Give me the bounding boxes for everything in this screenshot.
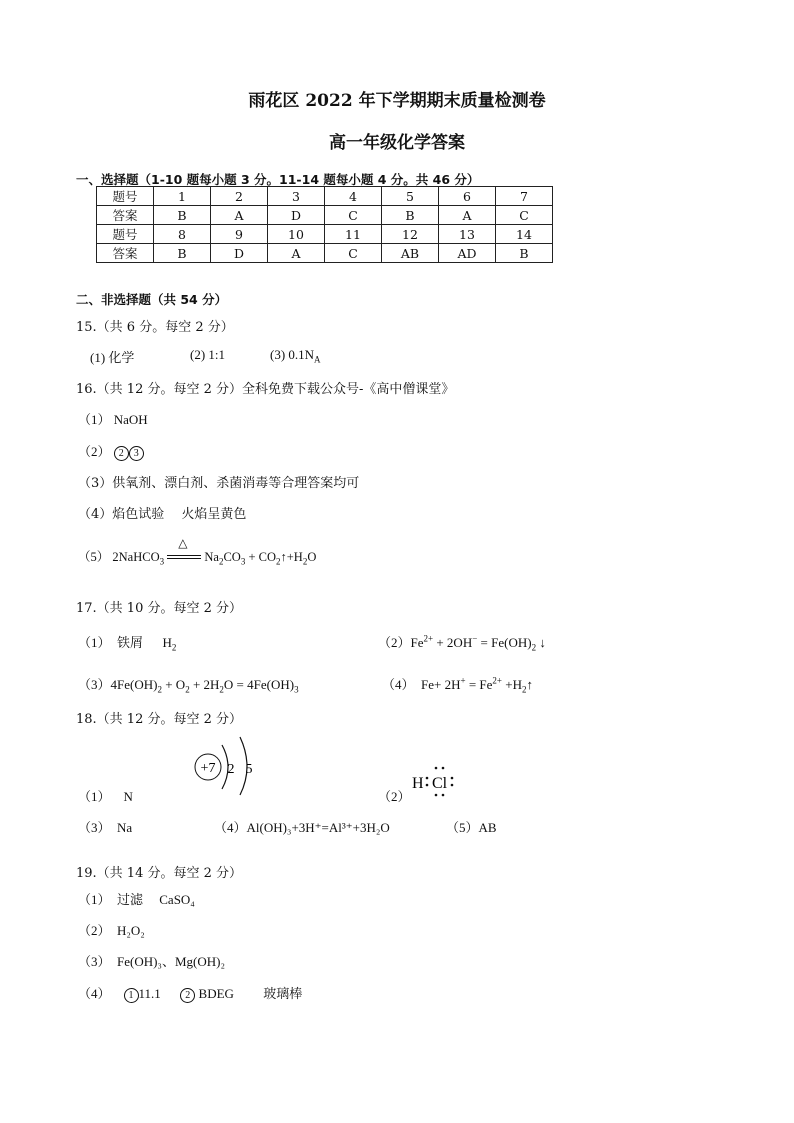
- table-cell: 5: [382, 187, 439, 206]
- q15-answer-1: (1) 化学: [90, 350, 135, 365]
- table-cell: A: [211, 206, 268, 225]
- q16-answer-1: （1） NaOH: [78, 412, 148, 427]
- q18-answer-4: （4）Al(OH)₃+3H⁺=Al³⁺+3H₂O: [214, 820, 390, 835]
- table-row: [97, 225, 553, 244]
- q19-answer-4: （4） 1 11.1 2 BDEG 玻璃棒: [78, 986, 303, 1001]
- table-cell: D: [211, 244, 268, 263]
- table-cell: 2: [211, 187, 268, 206]
- q19-heading: 19.（共 14 分。每空 2 分）: [76, 866, 243, 881]
- circled-number: 2: [180, 988, 195, 1003]
- q18-answer-1: （1） N: [78, 789, 133, 804]
- q17-answer-1: （1） 铁屑 $H_2$: [78, 635, 177, 653]
- table-cell: B: [382, 206, 439, 225]
- table-cell: AD: [439, 244, 496, 263]
- q16-answer-2: （2） 2 3: [78, 441, 144, 461]
- q17-answer-3: $(3)4Fe(OH)_2 + O_2 + 2H_2O = 4Fe(OH)_3$: [78, 677, 299, 695]
- q17-answer-4: （4） $Fe+ 2H^+ = Fe^{2+}$ $+H_2↑$: [382, 675, 533, 695]
- table-row: [97, 244, 553, 263]
- q18-answer-3: （3） Na: [78, 820, 133, 835]
- table-row: [97, 187, 553, 206]
- table-cell: 7: [496, 187, 553, 206]
- table-cell: 9: [211, 225, 268, 244]
- hcl-electron-dot-formula: [410, 764, 464, 798]
- table-cell: A: [439, 206, 496, 225]
- document-title: 雨花区 2022 年下学期期末质量检测卷: [248, 91, 546, 111]
- chlorine-symbol: Cl: [432, 775, 448, 792]
- circled-number: 3: [129, 446, 144, 461]
- table-cell: 4: [325, 187, 382, 206]
- q18-answer-5: （5）AB: [446, 820, 497, 835]
- answer-table: [96, 186, 553, 263]
- q15-heading: 15.（共 6 分。每空 2 分）: [76, 320, 234, 335]
- section2-heading: 二、非选择题（共 54 分）: [76, 292, 228, 307]
- q16-answer-5: （5） 2NaHCO$_3$ △ $Na_2CO_3$ + $CO_2↑+H_2O$: [78, 536, 317, 567]
- shell-1-electrons: 2: [227, 762, 235, 777]
- q15-answer-2: (2) 1:1: [190, 347, 226, 362]
- heat-arrow: [167, 536, 201, 563]
- table-cell: B: [496, 244, 553, 263]
- row-label: 题号: [97, 225, 154, 244]
- table-cell: D: [268, 206, 325, 225]
- hydrogen-symbol: H: [412, 775, 424, 792]
- circled-number: 2: [114, 446, 129, 461]
- atom-structure-diagram: [188, 733, 268, 799]
- table-cell: 14: [496, 225, 553, 244]
- section1-heading: 一、选择题（1-10 题每小题 3 分。11-14 题每小题 4 分。共 46 分）: [76, 172, 480, 187]
- table-cell: 11: [325, 225, 382, 244]
- table-cell: C: [325, 244, 382, 263]
- heat-symbol: △: [178, 536, 188, 551]
- table-cell: 3: [268, 187, 325, 206]
- table-cell: B: [154, 206, 211, 225]
- table-cell: B: [154, 244, 211, 263]
- table-cell: 6: [439, 187, 496, 206]
- q16-answer-3: （3）供氧剂、漂白剂、杀菌消毒等合理答案均可: [78, 476, 360, 491]
- table-cell: 10: [268, 225, 325, 244]
- q16-heading: 16.（共 12 分。每空 2 分）全科免费下载公众号-《高中僧课堂》: [76, 382, 455, 397]
- table-row: [97, 206, 553, 225]
- table-cell: C: [325, 206, 382, 225]
- table-cell: C: [496, 206, 553, 225]
- q16-answer-4: （4）焰色试验 火焰呈黄色: [78, 507, 247, 522]
- table-cell: 1: [154, 187, 211, 206]
- row-label: 题号: [97, 187, 154, 206]
- row-label: 答案: [97, 206, 154, 225]
- q15-answer-3: (3) $0.1N_A$: [270, 347, 321, 365]
- table-cell: 13: [439, 225, 496, 244]
- q19-answer-3: （3） Fe(OH)₃、Mg(OH)₂: [78, 954, 225, 969]
- table-cell: 8: [154, 225, 211, 244]
- q17-answer-2: $(2)Fe^{2+} + 2OH^- = Fe(OH)_2$ ↓: [378, 633, 546, 653]
- shell-2-electrons: 5: [245, 762, 253, 777]
- q19-answer-2: （2） H₂O₂: [78, 923, 145, 938]
- circled-number: 1: [124, 988, 139, 1003]
- row-label: 答案: [97, 244, 154, 263]
- table-cell: AB: [382, 244, 439, 263]
- q18-heading: 18.（共 12 分。每空 2 分）: [76, 712, 243, 727]
- document-subtitle: 高一年级化学答案: [329, 133, 465, 153]
- table-cell: 12: [382, 225, 439, 244]
- nucleus-charge: +7: [200, 761, 216, 776]
- q19-answer-1: （1） 过滤 CaSO₄: [78, 892, 195, 907]
- table-cell: A: [268, 244, 325, 263]
- q17-heading: 17.（共 10 分。每空 2 分）: [76, 601, 243, 616]
- q18-answer-2-label: （2）: [378, 789, 411, 804]
